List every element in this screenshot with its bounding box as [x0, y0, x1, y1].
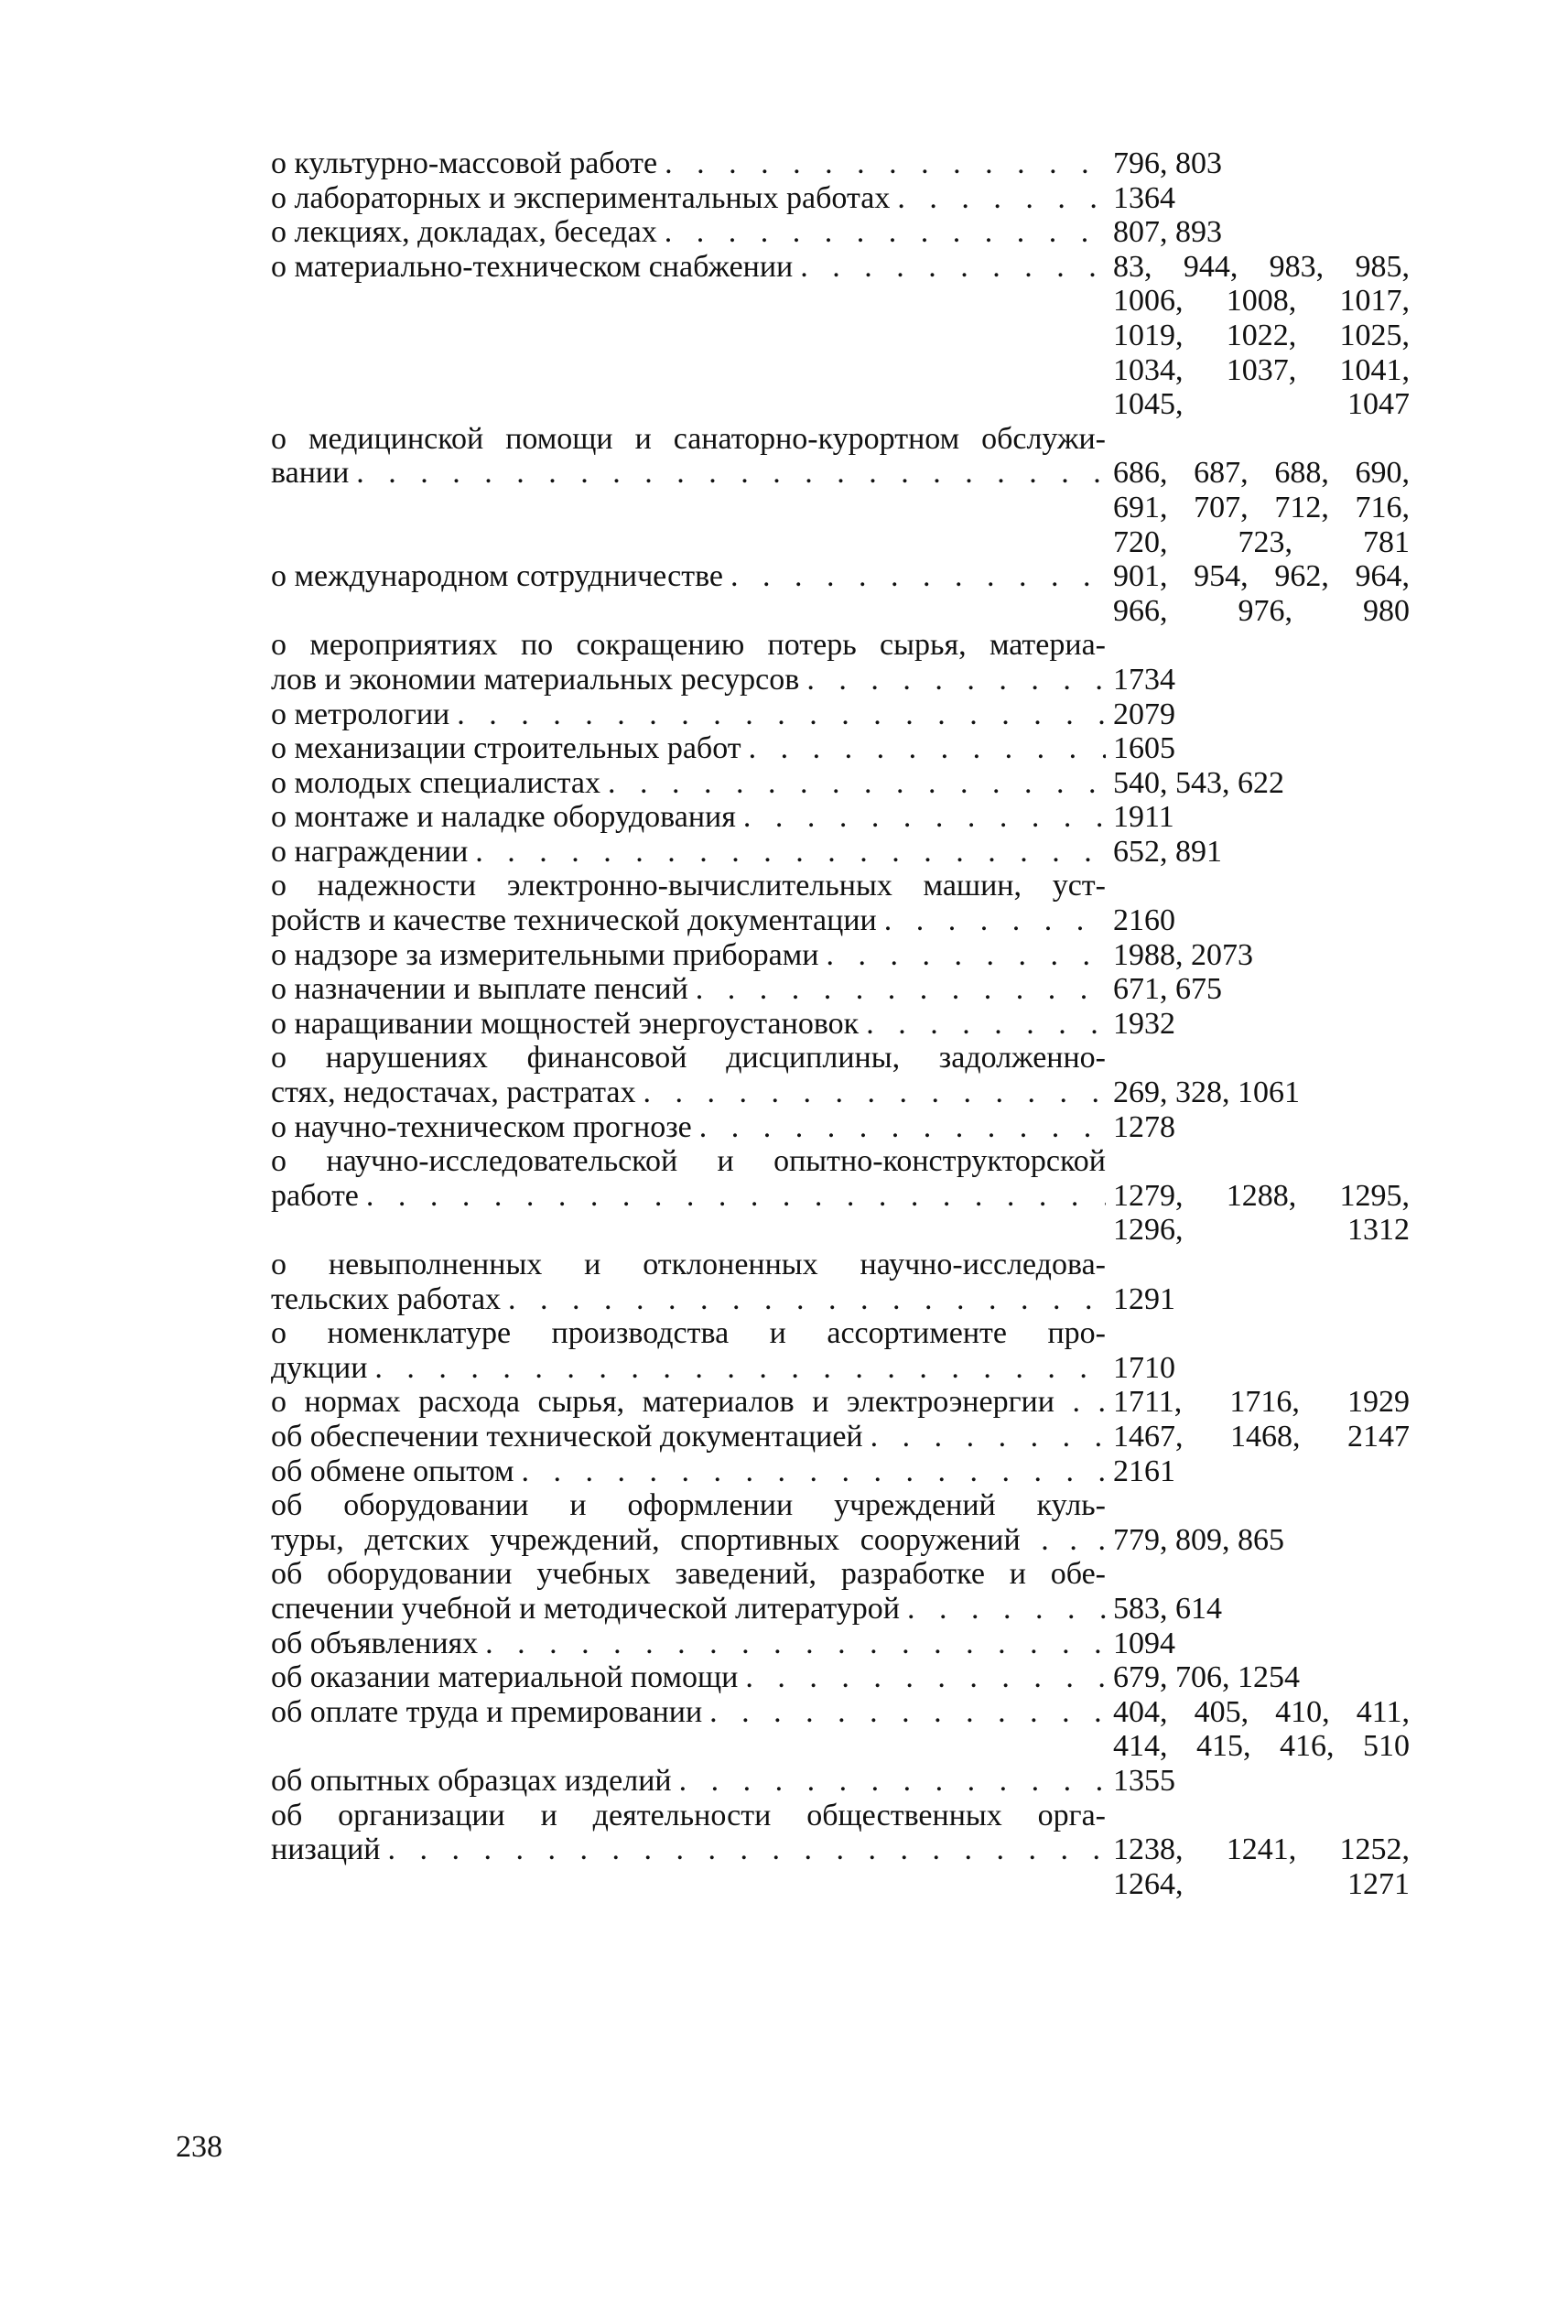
index-page-refs [1106, 1764, 1410, 1799]
page-ref-line: 671, 675 [1113, 972, 1222, 1007]
page-ref-line: 1605 [1113, 731, 1175, 766]
index-term-line: об организации и деятельности общественных орга- [271, 1798, 1106, 1832]
index-entry [271, 938, 1410, 973]
index-entry [271, 1627, 1410, 1661]
page-ref-line: 1734 [1113, 662, 1175, 697]
page-ref-line: 1467, 1468, 2147 [1113, 1419, 1410, 1454]
dot-leader [521, 1454, 1106, 1489]
index-term [271, 1007, 1106, 1042]
page-ref-line: 779, 809, 865 [1113, 1522, 1284, 1557]
dot-leader [696, 972, 1106, 1007]
dot-leader [475, 835, 1106, 870]
index-entry [271, 1557, 1410, 1626]
index-page-refs [1106, 1385, 1410, 1420]
index-page-refs [1106, 938, 1410, 973]
page-ref-line: 1988, 2073 [1113, 937, 1253, 972]
index-term [271, 250, 1106, 285]
index-term-line: о культурно-массовой работе [271, 146, 658, 180]
index-term-line: о медицинской помощи и санаторно-курортном обслужи- [271, 421, 1106, 456]
index-term [271, 1799, 1106, 1867]
index-term [271, 1488, 1106, 1557]
dot-leader [366, 1179, 1106, 1214]
index-term [271, 1764, 1106, 1799]
index-term-line: о научно-техническом прогнозе [271, 1109, 692, 1144]
dot-leader [665, 146, 1106, 181]
dot-leader [709, 1695, 1106, 1730]
index-entry [271, 1144, 1410, 1248]
index-term-line: о надзоре за измерительными приборами [271, 937, 819, 972]
index-term [271, 146, 1106, 181]
index-page-refs [1106, 800, 1410, 835]
dot-leader [374, 1351, 1106, 1386]
index-term [271, 800, 1106, 835]
dot-leader [800, 250, 1106, 285]
page-ref-line: 2161 [1113, 1454, 1175, 1488]
index-term-line: о назначении и выплате пенсий [271, 972, 688, 1007]
page-ref-line: 1279, 1288, 1295, [1113, 1178, 1410, 1213]
index-entry [271, 1799, 1410, 1902]
index-page-refs [1106, 250, 1410, 422]
dot-leader [699, 1110, 1106, 1145]
dot-leader [388, 1832, 1107, 1867]
index-entry [271, 628, 1410, 697]
index-entry [271, 1385, 1410, 1420]
index-entry [271, 1007, 1410, 1042]
page-ref-line: 691, 707, 712, 716, [1113, 490, 1410, 524]
index-entry [271, 1764, 1410, 1799]
page-ref-line: 1911 [1113, 800, 1174, 835]
index-term [271, 1627, 1106, 1661]
dot-leader [871, 1420, 1106, 1454]
index-term [271, 835, 1106, 870]
page-ref-line: 901, 954, 962, 964, [1113, 559, 1410, 594]
page-ref-line: 1296, 1312 [1113, 1213, 1410, 1248]
index-term [271, 938, 1106, 973]
dot-leader [485, 1627, 1106, 1661]
index-term-line: спечении учебной и методической литературой [271, 1591, 900, 1626]
index-term [271, 1454, 1106, 1489]
index-term [271, 422, 1106, 491]
page-ref-line: 966, 976, 980 [1113, 593, 1410, 628]
index-page-refs [1106, 1695, 1410, 1764]
index-term [271, 1385, 1106, 1420]
index-term-line: о лабораторных и экспериментальных работах [271, 180, 891, 215]
index-term [271, 766, 1106, 801]
index-entry [271, 731, 1410, 766]
index-page-refs [1106, 1248, 1410, 1316]
dot-leader [730, 559, 1106, 594]
page-ref-line: 2160 [1113, 903, 1175, 938]
index-term-line: об опытных образцах изделий [271, 1763, 672, 1798]
index-term [271, 1041, 1106, 1109]
index-term-line: о монтаже и наладке оборудования [271, 800, 736, 835]
page-ref-line: 679, 706, 1254 [1113, 1660, 1300, 1695]
index-entry [271, 1041, 1410, 1109]
index-entry [271, 766, 1410, 801]
index-term-line: об обмене опытом [271, 1454, 514, 1488]
index-page-refs [1106, 731, 1410, 766]
index-entry [271, 250, 1410, 422]
index-term [271, 972, 1106, 1007]
dot-leader [457, 697, 1106, 732]
index-term-line: тельских работах [271, 1281, 502, 1316]
index-entry [271, 972, 1410, 1007]
index-page-refs [1106, 1488, 1410, 1557]
index-entry [271, 1248, 1410, 1316]
page-ref-line: 1094 [1113, 1626, 1175, 1660]
index-page-refs [1106, 972, 1410, 1007]
index-page-refs [1106, 628, 1410, 697]
index-term-line: о материально-техническом снабжении [271, 249, 794, 284]
dot-leader [907, 1592, 1106, 1627]
index-term [271, 697, 1106, 732]
index-term [271, 1420, 1106, 1454]
dot-leader [749, 731, 1106, 766]
page-ref-line: 796, 803 [1113, 146, 1222, 180]
page-ref-line: 1355 [1113, 1763, 1175, 1798]
index-page-refs [1106, 1007, 1410, 1042]
index-entry [271, 559, 1410, 628]
index-term [271, 181, 1106, 216]
index-term-line: о невыполненных и отклоненных научно-исследова- [271, 1248, 1106, 1281]
index-page-refs [1106, 146, 1410, 181]
index-page-refs [1106, 1454, 1410, 1489]
index-page-refs [1106, 697, 1410, 732]
index-entry [271, 869, 1410, 937]
index-term [271, 559, 1106, 594]
index-term-line: о нормах расхода сырья, материалов и электроэнергии . . [271, 1385, 1106, 1420]
dot-leader [806, 663, 1106, 697]
page-ref-line: 1238, 1241, 1252, [1113, 1832, 1410, 1867]
dot-leader [679, 1764, 1106, 1799]
index-term-line: о механизации строительных работ [271, 731, 741, 766]
dot-leader [866, 1007, 1106, 1042]
index-term [271, 1110, 1106, 1145]
index-entry [271, 1488, 1410, 1557]
index-page-refs [1106, 1557, 1410, 1626]
dot-leader [665, 215, 1106, 250]
page-ref-line: 83, 944, 983, 985, [1113, 249, 1410, 284]
dot-leader [884, 903, 1106, 938]
index-page-refs [1106, 1110, 1410, 1145]
index-term-line: о научно-исследовательской и опытно-конструкторской [271, 1144, 1106, 1179]
index-entry [271, 1660, 1410, 1695]
page-ref-line: 540, 543, 622 [1113, 765, 1284, 800]
index-term [271, 731, 1106, 766]
index-page-refs [1106, 559, 1410, 628]
page-ref-line: 2079 [1113, 697, 1175, 731]
index-term-line: о международном сотрудничестве [271, 559, 724, 594]
dot-leader [743, 800, 1106, 835]
index-entry [271, 1110, 1410, 1145]
page-ref-line: 1291 [1113, 1281, 1175, 1316]
dot-leader [897, 181, 1106, 216]
index-term-line: ройств и качестве технической документации [271, 903, 877, 938]
index-term [271, 1316, 1106, 1385]
index-term-line: вании [271, 456, 350, 491]
page-number: 238 [176, 2130, 222, 2164]
index-term-line: об объявлениях [271, 1626, 479, 1660]
index-entry [271, 800, 1410, 835]
page-ref-line: 1034, 1037, 1041, [1113, 352, 1410, 387]
index-page-refs [1106, 1660, 1410, 1695]
page-ref-line: 414, 415, 416, 510 [1113, 1729, 1410, 1764]
dot-leader [356, 456, 1106, 491]
index-term-line: о лекциях, докладах, беседах [271, 215, 657, 250]
index-term-line: стях, недостачах, растратах [271, 1076, 636, 1110]
index-term-line: о наращивании мощностей энергоустановок [271, 1006, 860, 1041]
index-page-refs [1106, 1316, 1410, 1385]
page-ref-line: 1711, 1716, 1929 [1113, 1385, 1410, 1420]
index-page-refs [1106, 1627, 1410, 1661]
index-entry [271, 835, 1410, 870]
index-term-line: туры, детских учреждений, спортивных сооружений . . . [271, 1522, 1106, 1557]
index-page-refs [1106, 1420, 1410, 1454]
index-entry [271, 146, 1410, 181]
dot-leader [643, 1076, 1106, 1110]
page-ref-line: 1019, 1022, 1025, [1113, 318, 1410, 352]
index-entry [271, 422, 1410, 559]
index-term-line: о номенклатуре производства и ассортименте про- [271, 1316, 1106, 1351]
page-ref-line: 1932 [1113, 1006, 1175, 1041]
index-term-line: об оказании материальной помощи [271, 1660, 739, 1695]
index-term-line: об оплате труда и премировании [271, 1694, 703, 1729]
index-page-refs [1106, 869, 1410, 937]
page-ref-line: 1006, 1008, 1017, [1113, 284, 1410, 319]
index-entry [271, 1420, 1410, 1454]
index-term-line: о метрологии [271, 697, 450, 731]
dot-leader [608, 766, 1106, 801]
index-term [271, 628, 1106, 697]
index-term-line: о мероприятиях по сокращению потерь сырья, материа- [271, 628, 1106, 663]
index-entry [271, 215, 1410, 250]
index-term-line: об оборудовании и оформлении учреждений куль- [271, 1488, 1106, 1523]
page-ref-line: 652, 891 [1113, 834, 1222, 869]
page-ref-line: 1710 [1113, 1350, 1175, 1385]
index-term-line: о нарушениях финансовой дисциплины, задолженно- [271, 1041, 1106, 1076]
index-term-line: низаций [271, 1832, 381, 1867]
page-ref-line: 1264, 1271 [1113, 1866, 1410, 1901]
page-ref-line: 720, 723, 781 [1113, 524, 1410, 559]
index-page-refs [1106, 835, 1410, 870]
index-entry [271, 181, 1410, 216]
dot-leader [745, 1660, 1106, 1695]
index-term-line: о молодых специалистах [271, 765, 600, 800]
page-ref-line: 269, 328, 1061 [1113, 1076, 1300, 1110]
dot-leader [826, 938, 1106, 973]
page-ref-line: 1045, 1047 [1113, 387, 1410, 422]
index-term [271, 1695, 1106, 1730]
page-ref-line: 1278 [1113, 1109, 1175, 1144]
index-entry [271, 1454, 1410, 1489]
page-ref-line: 686, 687, 688, 690, [1113, 456, 1410, 491]
index-term-line: дукции [271, 1350, 368, 1385]
index-page-refs [1106, 1041, 1410, 1109]
index-term [271, 1144, 1106, 1213]
index-term-line: о награждении [271, 834, 469, 869]
page-ref-line: 807, 893 [1113, 215, 1222, 250]
index-term-line: работе [271, 1178, 359, 1213]
index-list [271, 146, 1410, 1901]
index-term-line: лов и экономии материальных ресурсов [271, 662, 800, 697]
index-term-line: о надежности электронно-вычислительных машин, уст- [271, 869, 1106, 903]
index-term [271, 1660, 1106, 1695]
index-page-refs [1106, 181, 1410, 216]
index-page-refs [1106, 422, 1410, 559]
index-term-line: об оборудовании учебных заведений, разработке и обе- [271, 1557, 1106, 1592]
page-ref-line: 1364 [1113, 180, 1175, 215]
index-page-refs [1106, 1144, 1410, 1248]
dot-leader [508, 1282, 1106, 1317]
page-ref-line: 404, 405, 410, 411, [1113, 1694, 1410, 1729]
index-entry [271, 697, 1410, 732]
index-entry [271, 1695, 1410, 1764]
index-term [271, 869, 1106, 937]
index-term [271, 1557, 1106, 1626]
index-page-refs [1106, 1799, 1410, 1902]
index-term [271, 1248, 1106, 1316]
page-ref-line: 583, 614 [1113, 1591, 1222, 1626]
index-entry [271, 1316, 1410, 1385]
index-term-line: об обеспечении технической документацией [271, 1419, 863, 1454]
index-page-refs [1106, 215, 1410, 250]
index-term [271, 215, 1106, 250]
index-page-refs [1106, 766, 1410, 801]
